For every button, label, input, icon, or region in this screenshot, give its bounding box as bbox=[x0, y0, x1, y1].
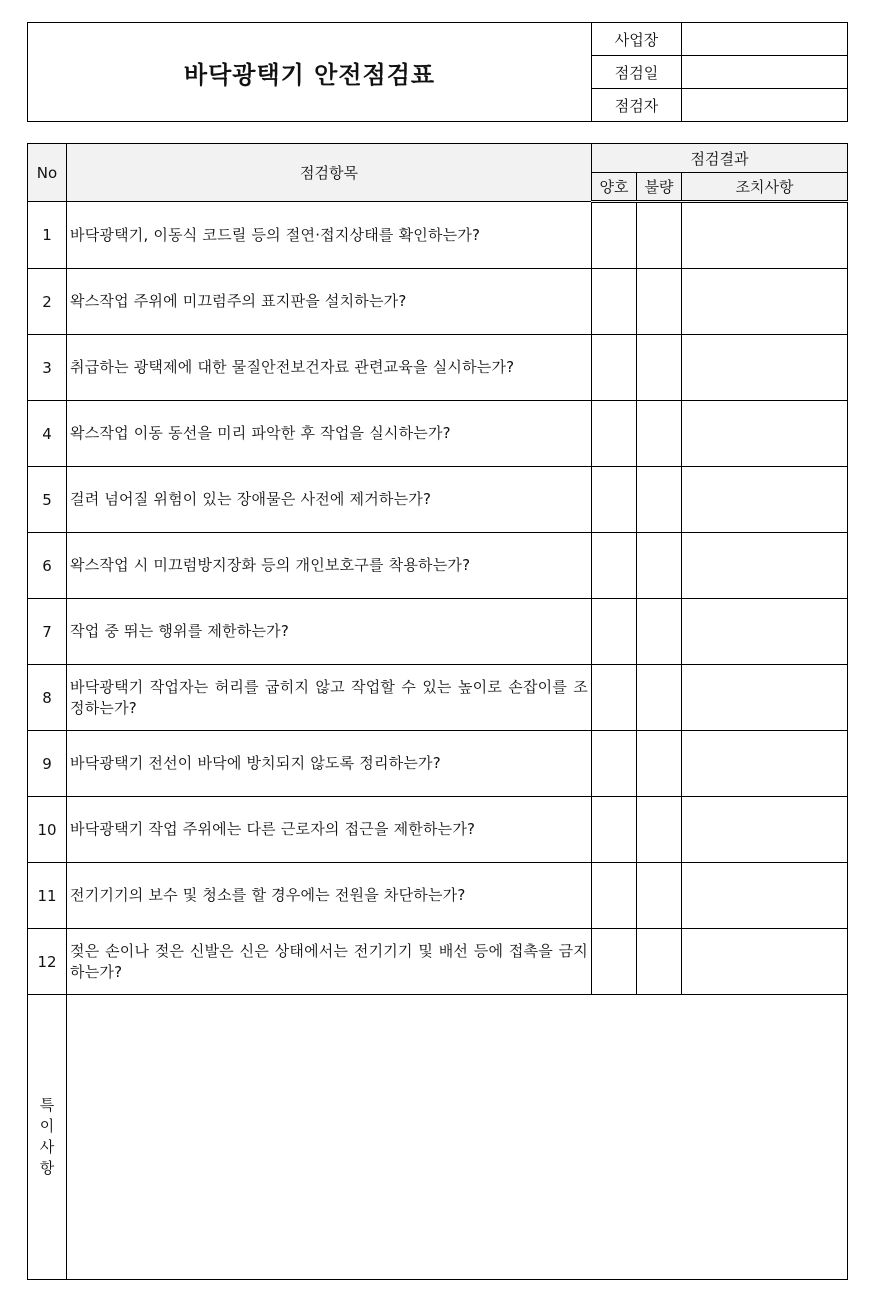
action-cell[interactable] bbox=[682, 599, 848, 665]
good-check-cell[interactable] bbox=[592, 599, 637, 665]
inspector-label: 점검자 bbox=[592, 89, 682, 122]
item-question: 바닥광택기, 이동식 코드릴 등의 절연·접지상태를 확인하는가? bbox=[67, 202, 592, 269]
bad-check-cell[interactable] bbox=[637, 797, 682, 863]
bad-check-cell[interactable] bbox=[637, 929, 682, 995]
action-cell[interactable] bbox=[682, 797, 848, 863]
table-row bbox=[28, 863, 848, 929]
action-cell[interactable] bbox=[682, 335, 848, 401]
item-question: 걸려 넘어질 위험이 있는 장애물은 사전에 제거하는가? bbox=[67, 467, 592, 533]
workplace-label: 사업장 bbox=[592, 23, 682, 56]
good-check-cell[interactable] bbox=[592, 335, 637, 401]
action-column-header: 조치사항 bbox=[682, 173, 848, 202]
bad-check-cell[interactable] bbox=[637, 269, 682, 335]
item-column-header: 점검항목 bbox=[67, 144, 592, 202]
action-cell[interactable] bbox=[682, 863, 848, 929]
table-row bbox=[28, 202, 848, 269]
action-cell[interactable] bbox=[682, 533, 848, 599]
action-cell[interactable] bbox=[682, 929, 848, 995]
result-group-header: 점검결과 bbox=[592, 144, 848, 173]
item-number: 10 bbox=[28, 797, 67, 863]
page-title: 바닥광택기 안전점검표 bbox=[28, 23, 592, 122]
good-check-cell[interactable] bbox=[592, 401, 637, 467]
table-row bbox=[28, 467, 848, 533]
item-question: 바닥광택기 전선이 바닥에 방치되지 않도록 정리하는가? bbox=[67, 731, 592, 797]
no-column-header: No bbox=[28, 144, 67, 202]
good-check-cell[interactable] bbox=[592, 533, 637, 599]
good-check-cell[interactable] bbox=[592, 665, 637, 731]
item-number: 11 bbox=[28, 863, 67, 929]
good-check-cell[interactable] bbox=[592, 467, 637, 533]
bad-check-cell[interactable] bbox=[637, 202, 682, 269]
item-number: 12 bbox=[28, 929, 67, 995]
item-question: 취급하는 광택제에 대한 물질안전보건자료 관련교육을 실시하는가? bbox=[67, 335, 592, 401]
action-cell[interactable] bbox=[682, 401, 848, 467]
table-row bbox=[28, 335, 848, 401]
item-question: 전기기기의 보수 및 청소를 할 경우에는 전원을 차단하는가? bbox=[67, 863, 592, 929]
item-question: 왁스작업 주위에 미끄럼주의 표지판을 설치하는가? bbox=[67, 269, 592, 335]
item-number: 8 bbox=[28, 665, 67, 731]
item-number: 1 bbox=[28, 202, 67, 269]
item-question: 바닥광택기 작업자는 허리를 굽히지 않고 작업할 수 있는 높이로 손잡이를 조정하는가? bbox=[67, 665, 592, 731]
good-check-cell[interactable] bbox=[592, 797, 637, 863]
bad-check-cell[interactable] bbox=[637, 335, 682, 401]
item-number: 2 bbox=[28, 269, 67, 335]
table-row bbox=[28, 533, 848, 599]
action-cell[interactable] bbox=[682, 731, 848, 797]
header-table bbox=[27, 22, 848, 122]
item-question: 왁스작업 시 미끄럼방지장화 등의 개인보호구를 착용하는가? bbox=[67, 533, 592, 599]
item-question: 작업 중 뛰는 행위를 제한하는가? bbox=[67, 599, 592, 665]
good-check-cell[interactable] bbox=[592, 929, 637, 995]
inspection-date-label: 점검일 bbox=[592, 56, 682, 89]
remarks-field[interactable] bbox=[67, 995, 848, 1280]
action-cell[interactable] bbox=[682, 269, 848, 335]
workplace-field[interactable] bbox=[682, 23, 848, 56]
item-question: 바닥광택기 작업 주위에는 다른 근로자의 접근을 제한하는가? bbox=[67, 797, 592, 863]
good-check-cell[interactable] bbox=[592, 731, 637, 797]
bad-check-cell[interactable] bbox=[637, 599, 682, 665]
good-check-cell[interactable] bbox=[592, 269, 637, 335]
item-number: 7 bbox=[28, 599, 67, 665]
checklist-table bbox=[27, 143, 848, 1280]
table-row bbox=[28, 731, 848, 797]
good-check-cell[interactable] bbox=[592, 863, 637, 929]
action-cell[interactable] bbox=[682, 467, 848, 533]
action-cell[interactable] bbox=[682, 665, 848, 731]
action-cell[interactable] bbox=[682, 202, 848, 269]
bad-check-cell[interactable] bbox=[637, 533, 682, 599]
table-row bbox=[28, 599, 848, 665]
bad-check-cell[interactable] bbox=[637, 467, 682, 533]
good-column-header: 양호 bbox=[592, 173, 637, 202]
item-number: 3 bbox=[28, 335, 67, 401]
table-row bbox=[28, 665, 848, 731]
bad-check-cell[interactable] bbox=[637, 665, 682, 731]
table-row bbox=[28, 797, 848, 863]
table-row bbox=[28, 929, 848, 995]
bad-column-header: 불량 bbox=[637, 173, 682, 202]
item-number: 4 bbox=[28, 401, 67, 467]
inspector-field[interactable] bbox=[682, 89, 848, 122]
bad-check-cell[interactable] bbox=[637, 863, 682, 929]
item-number: 9 bbox=[28, 731, 67, 797]
remarks-row bbox=[28, 995, 848, 1280]
item-number: 5 bbox=[28, 467, 67, 533]
item-question: 젖은 손이나 젖은 신발은 신은 상태에서는 전기기기 및 배선 등에 접촉을 금지하는가? bbox=[67, 929, 592, 995]
remarks-label: 특이사항 bbox=[39, 1096, 55, 1177]
inspection-date-field[interactable] bbox=[682, 56, 848, 89]
table-row bbox=[28, 269, 848, 335]
remarks-label-cell bbox=[28, 995, 67, 1280]
table-row bbox=[28, 401, 848, 467]
good-check-cell[interactable] bbox=[592, 202, 637, 269]
bad-check-cell[interactable] bbox=[637, 731, 682, 797]
bad-check-cell[interactable] bbox=[637, 401, 682, 467]
item-number: 6 bbox=[28, 533, 67, 599]
item-question: 왁스작업 이동 동선을 미리 파악한 후 작업을 실시하는가? bbox=[67, 401, 592, 467]
